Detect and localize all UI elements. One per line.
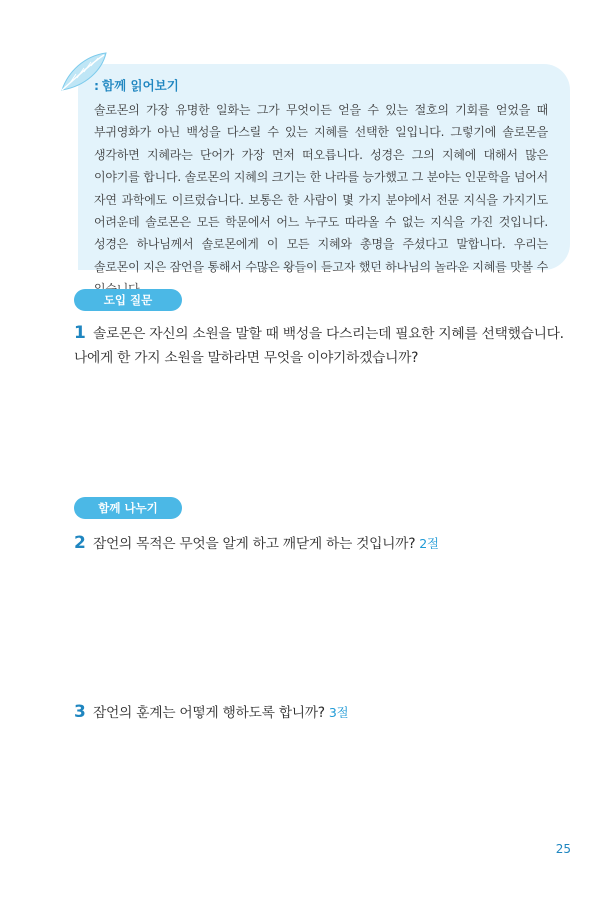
reading-body: 솔로몬의 가장 유명한 일화는 그가 무엇이든 얻을 수 있는 절호의 기회를 얻었을 때 부귀영화가 아닌 백성을 다스릴 수 있는 지혜를 선택한 일입니다. 그렇기에 솔로몬을 생각하면 지혜라는 단어가 가장 먼저 떠오릅니다. 성경은 그의 지혜에 대해서 많은 이야기를 합니다. 솔로몬의 지혜의 크기는 한 나라를 능가했고 그 분야는 인문학을 넘어서 자연 과학에도 이르렀습니다. 보통은 한 사람이 몇 가지 분야에서 전문 지식을 가지기도 어려운데 솔로몬은 모든 학문에서 어느 누구도 따라올 수 없는 지식을 가진 것입니다. 성경은 하나님께서 솔로몬에게 이 모든 지혜와 총명을 주셨다고 말합니다. 우리는 솔로몬이 지은 잠언을 통해서 수많은 왕들이 듣고자 했던 하나님의 놀라운 지혜를 맛볼 수 bbox=[94, 103, 548, 274]
reading-box bbox=[78, 64, 570, 274]
page-number: 25 bbox=[555, 842, 571, 856]
question-3 bbox=[74, 700, 574, 725]
question-text: 잠언의 목적은 무엇을 알게 하고 깨닫게 하는 것입니까? bbox=[93, 536, 416, 552]
section-label-intro: 도입 질문 bbox=[74, 289, 182, 311]
question-text: 솔로몬은 자신의 소원을 말할 때 백성을 다스리는데 필요한 지혜를 선택했습니다. 나에게 한 가지 소원을 말하라면 무엇을 이야기하겠습니까? bbox=[74, 326, 564, 366]
question-number: 1 bbox=[74, 323, 86, 343]
question-1 bbox=[74, 321, 574, 370]
verse-reference: 3절 bbox=[328, 705, 349, 720]
question-number: 3 bbox=[74, 702, 86, 722]
reading-title: : 함께 읽어보기 bbox=[94, 78, 179, 93]
question-2 bbox=[74, 531, 574, 556]
feather-leaf-icon bbox=[58, 50, 110, 94]
section-label-share: 함께 나누기 bbox=[74, 497, 182, 519]
verse-reference: 2절 bbox=[419, 536, 439, 551]
question-text: 잠언의 훈계는 어떻게 행하도록 합니까? bbox=[93, 705, 325, 721]
colon-dots-icon: : bbox=[94, 78, 99, 93]
question-number: 2 bbox=[74, 533, 86, 553]
